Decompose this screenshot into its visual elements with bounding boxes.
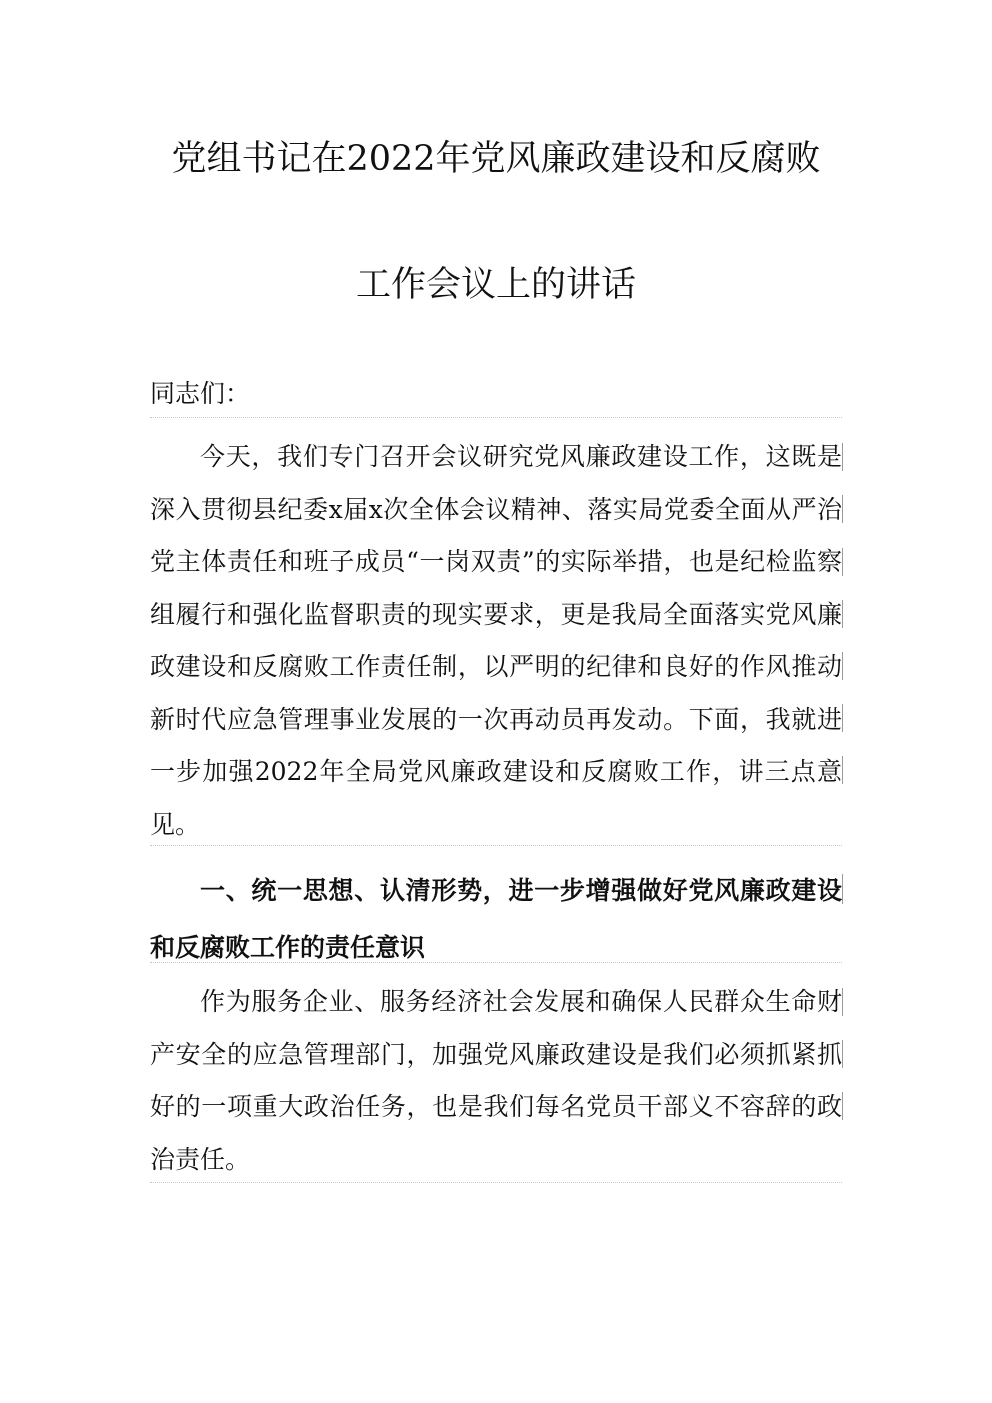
paragraph-1: 今天，我们专门召开会议研究党风廉政建设工作，这既是深入贯彻县纪委x届x次全体会议精神、落实局党委全面从严治党主体责任和班子成员“一岗双责”的实际举措，也是纪检监察组履行和强化监督职责的现实要求，更是我局全面落实党风廉政建设和反腐败工作责任制，以严明的纪律和良好的作风推动新时代应急管理事业发展的一次再动员再发动。下面，我就进一步加强2022年全局党风廉政建设和反腐败工作，讲三点意见。 [150, 442, 842, 839]
section-heading-1: 一、统一思想、认清形势，进一步增强做好党风廉政建设和反腐败工作的责任意识 [150, 876, 842, 962]
margin-marker [842, 1092, 843, 1120]
margin-marker [842, 756, 843, 784]
margin-marker [842, 874, 843, 904]
separator [150, 1182, 842, 1183]
margin-marker [842, 600, 843, 628]
margin-marker [842, 495, 843, 523]
margin-marker [842, 988, 843, 1016]
margin-marker [842, 1040, 843, 1068]
paragraph-2: 作为服务企业、服务经济社会发展和确保人民群众生命财产安全的应急管理部门，加强党风廉政建设是我们必须抓紧抓好的一项重大政治任务，也是我们每名党员干部义不容辞的政治责任。 [150, 987, 842, 1174]
document-title-line-2: 工作会议上的讲话 [355, 265, 636, 305]
separator [150, 845, 842, 846]
margin-marker [842, 443, 843, 471]
greeting: 同志们： [150, 379, 251, 408]
margin-marker [842, 548, 843, 576]
document-title-line-1: 党组书记在2022年党风廉政建设和反腐败 [171, 139, 821, 179]
margin-marker [842, 652, 843, 680]
margin-marker [842, 704, 843, 732]
separator [150, 962, 842, 963]
separator [150, 417, 842, 418]
